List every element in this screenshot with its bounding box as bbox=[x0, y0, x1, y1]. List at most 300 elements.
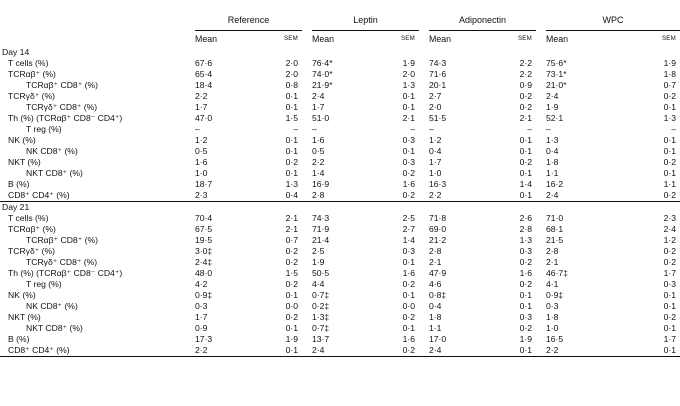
sem-cell: 0·2 bbox=[402, 312, 415, 322]
column-gap bbox=[419, 345, 429, 357]
mean-cell: 67·6 bbox=[195, 58, 213, 68]
column-gap bbox=[302, 190, 312, 202]
sem-cell: 1·3 bbox=[663, 113, 676, 123]
column-gap bbox=[302, 213, 312, 224]
mean-cell: 16·3 bbox=[429, 179, 447, 189]
column-gap bbox=[536, 91, 546, 102]
column-gap bbox=[302, 246, 312, 257]
column-gap bbox=[419, 146, 429, 157]
sem-cell: 0·1 bbox=[402, 290, 415, 300]
mean-cell: 1·3‡ bbox=[312, 312, 330, 322]
sem-cell: 2·2 bbox=[519, 58, 532, 68]
row-label: T cells (%) bbox=[8, 213, 49, 223]
sem-cell: 0·1 bbox=[257, 345, 302, 357]
mean-cell: 2·2 bbox=[546, 345, 608, 357]
sem-cell: 0·2 bbox=[519, 157, 532, 167]
mean-cell: 0·7‡ bbox=[312, 323, 330, 333]
column-gap bbox=[419, 113, 429, 124]
mean-cell: 2·4 bbox=[546, 91, 559, 101]
sem-cell: 0·9 bbox=[519, 80, 532, 90]
mean-cell: 19·5 bbox=[195, 235, 213, 245]
sem-cell: 0·1 bbox=[491, 345, 536, 357]
sem-cell: 0·3 bbox=[402, 135, 415, 145]
mean-cell: 1·4 bbox=[312, 168, 325, 178]
table-row bbox=[0, 179, 680, 190]
mean-cell: 2·7 bbox=[429, 91, 442, 101]
sem-cell: 1·3 bbox=[519, 235, 532, 245]
mean-cell: 1·7 bbox=[312, 102, 325, 112]
column-gap bbox=[536, 323, 546, 334]
sem-cell: 0·1 bbox=[608, 345, 680, 357]
mean-cell: 0·3 bbox=[195, 301, 208, 311]
sem-cell: – bbox=[671, 124, 676, 134]
row-label: TCRαβ⁺ CD8⁺ (%) bbox=[26, 80, 98, 90]
sem-cell: 1·4 bbox=[402, 235, 415, 245]
row-label: CD8⁺ CD4⁺ (%) bbox=[8, 190, 70, 200]
mean-cell: 0·8‡ bbox=[429, 290, 447, 300]
sem-cell: 1·1 bbox=[663, 179, 676, 189]
table-row bbox=[0, 102, 680, 113]
sem-cell: 0·1 bbox=[663, 301, 676, 311]
table-row bbox=[0, 113, 680, 124]
column-gap bbox=[536, 80, 546, 91]
column-gap bbox=[302, 113, 312, 124]
mean-header: Mean bbox=[195, 34, 218, 44]
table-row bbox=[0, 301, 680, 312]
row-label: TCRαβ⁺ (%) bbox=[8, 69, 56, 79]
sem-cell: 0·1 bbox=[519, 190, 532, 200]
sem-cell: 2·0 bbox=[285, 69, 298, 79]
column-gap bbox=[419, 224, 429, 235]
section-row bbox=[0, 47, 680, 58]
column-gap bbox=[419, 323, 429, 334]
mean-cell: 0·4 bbox=[429, 301, 442, 311]
sem-cell: 0·2 bbox=[519, 323, 532, 333]
mean-cell: 1·0 bbox=[546, 323, 559, 333]
sem-cell: 1·7 bbox=[663, 268, 676, 278]
column-gap bbox=[302, 301, 312, 312]
sem-cell: 0·1 bbox=[663, 146, 676, 156]
group-header-adiponectin: Adiponectin bbox=[429, 10, 536, 31]
mean-cell: 76·4* bbox=[312, 58, 333, 68]
sem-cell: 0·0 bbox=[285, 301, 298, 311]
row-label: TCRγδ⁺ (%) bbox=[8, 91, 56, 101]
row-label: NK CD8⁺ (%) bbox=[26, 301, 78, 311]
mean-cell: 16·9 bbox=[312, 179, 330, 189]
row-label: TCRγδ⁺ (%) bbox=[8, 246, 56, 256]
column-gap bbox=[419, 190, 429, 202]
mean-cell: 2·3 bbox=[195, 190, 208, 200]
mean-cell: – bbox=[195, 124, 200, 134]
sem-cell: 0·2 bbox=[402, 279, 415, 289]
table-row bbox=[0, 257, 680, 268]
column-gap bbox=[536, 301, 546, 312]
table-row bbox=[0, 168, 680, 179]
mean-cell: 2·1 bbox=[429, 257, 442, 267]
sem-cell: 2·0 bbox=[402, 69, 415, 79]
column-gap bbox=[302, 235, 312, 246]
sem-cell: – bbox=[293, 124, 298, 134]
row-label: NKT (%) bbox=[8, 312, 41, 322]
table-row bbox=[0, 312, 680, 323]
mean-cell: – bbox=[546, 124, 551, 134]
mean-cell: 68·1 bbox=[546, 224, 564, 234]
column-gap bbox=[302, 102, 312, 113]
sem-header: SEM bbox=[517, 35, 532, 42]
column-gap bbox=[536, 69, 546, 80]
sem-cell: 2·0 bbox=[285, 58, 298, 68]
mean-cell: 69·0 bbox=[429, 224, 447, 234]
column-gap bbox=[536, 257, 546, 268]
column-gap bbox=[536, 268, 546, 279]
sem-cell: 0·4 bbox=[285, 190, 298, 200]
column-gap bbox=[302, 80, 312, 91]
mean-cell: 1·7 bbox=[195, 102, 208, 112]
mean-cell: 4·6 bbox=[429, 279, 442, 289]
sem-cell: 0·2 bbox=[285, 246, 298, 256]
table-row bbox=[0, 58, 680, 69]
mean-cell: 20·1 bbox=[429, 80, 447, 90]
group-header-reference: Reference bbox=[195, 10, 302, 31]
sem-cell: 1·8 bbox=[663, 69, 676, 79]
sem-cell: 0·1 bbox=[402, 323, 415, 333]
row-label: NKT CD8⁺ (%) bbox=[26, 168, 83, 178]
sem-cell: 0·3 bbox=[519, 246, 532, 256]
sem-cell: 0·3 bbox=[402, 246, 415, 256]
mean-cell: 1·6 bbox=[312, 135, 325, 145]
column-gap bbox=[302, 279, 312, 290]
sem-cell: 1·5 bbox=[285, 113, 298, 123]
mean-cell: 1·1 bbox=[429, 323, 442, 333]
mean-cell: 2·8 bbox=[546, 246, 559, 256]
mean-cell: 1·2 bbox=[195, 135, 208, 145]
section-title: Day 14 bbox=[2, 47, 30, 57]
mean-cell: 51·5 bbox=[429, 113, 447, 123]
row-label: TCRαβ⁺ CD8⁺ (%) bbox=[26, 235, 98, 245]
sem-cell: 0·1 bbox=[519, 290, 532, 300]
column-gap bbox=[419, 80, 429, 91]
mean-cell: 51·0 bbox=[312, 113, 330, 123]
mean-cell: 2·2 bbox=[195, 345, 257, 357]
mean-cell: 52·1 bbox=[546, 113, 564, 123]
column-gap bbox=[536, 179, 546, 190]
sem-cell: 0·2 bbox=[519, 102, 532, 112]
column-gap bbox=[302, 124, 312, 135]
table-header bbox=[0, 4, 680, 47]
mean-cell: 0·5 bbox=[195, 146, 208, 156]
group-header-wpc: WPC bbox=[546, 10, 680, 31]
column-gap bbox=[419, 58, 429, 69]
mean-cell: 18·4 bbox=[195, 80, 213, 90]
mean-cell: 2·4 bbox=[312, 91, 325, 101]
mean-header: Mean bbox=[312, 34, 335, 44]
column-gap bbox=[302, 257, 312, 268]
sem-cell: 2·1 bbox=[285, 213, 298, 223]
column-gap bbox=[536, 146, 546, 157]
table-row bbox=[0, 135, 680, 146]
sem-cell: 0·1 bbox=[285, 146, 298, 156]
mean-cell: 2·1 bbox=[546, 257, 559, 267]
column-gap bbox=[419, 268, 429, 279]
data-table bbox=[0, 4, 680, 357]
table-row bbox=[0, 80, 680, 91]
mean-cell: 0·7‡ bbox=[312, 290, 330, 300]
column-gap bbox=[302, 179, 312, 190]
sem-cell: 0·2 bbox=[663, 157, 676, 167]
mean-cell: 71·6 bbox=[429, 69, 447, 79]
sem-cell: 0·2 bbox=[285, 279, 298, 289]
table-row bbox=[0, 190, 680, 202]
sem-cell: 0·1 bbox=[402, 91, 415, 101]
column-gap bbox=[536, 279, 546, 290]
sem-cell: 0·2 bbox=[663, 246, 676, 256]
column-gap bbox=[419, 246, 429, 257]
mean-cell: 0·3 bbox=[546, 301, 559, 311]
row-label: NK (%) bbox=[8, 135, 36, 145]
column-gap bbox=[302, 69, 312, 80]
sem-cell: 2·6 bbox=[519, 213, 532, 223]
mean-cell: 0·9‡ bbox=[546, 290, 564, 300]
column-gap bbox=[302, 58, 312, 69]
sem-cell: 0·2 bbox=[663, 91, 676, 101]
sem-cell: 0·2 bbox=[402, 168, 415, 178]
sem-cell: 2·1 bbox=[285, 224, 298, 234]
sem-header: SEM bbox=[661, 35, 676, 42]
sem-cell: 0·2 bbox=[285, 312, 298, 322]
sem-cell: 2·5 bbox=[402, 213, 415, 223]
mean-cell: 2·0 bbox=[429, 102, 442, 112]
mean-cell: 17·3 bbox=[195, 334, 213, 344]
section-title: Day 21 bbox=[0, 202, 680, 214]
sem-cell: 0·1 bbox=[663, 135, 676, 145]
column-gap bbox=[302, 146, 312, 157]
table-row bbox=[0, 157, 680, 168]
sem-cell: 2·2 bbox=[519, 69, 532, 79]
mean-cell: 0·2‡ bbox=[312, 301, 330, 311]
sem-cell: 2·1 bbox=[402, 113, 415, 123]
mean-cell: 1·0 bbox=[429, 168, 442, 178]
mean-cell: 0·9 bbox=[195, 323, 208, 333]
column-gap bbox=[302, 345, 312, 357]
table-row bbox=[0, 235, 680, 246]
column-gap bbox=[536, 157, 546, 168]
mean-cell: 71·8 bbox=[429, 213, 447, 223]
row-label: TCRγδ⁺ CD8⁺ (%) bbox=[26, 102, 98, 112]
row-label: TCRγδ⁺ CD8⁺ (%) bbox=[26, 257, 98, 267]
column-gap bbox=[536, 334, 546, 345]
column-gap bbox=[419, 124, 429, 135]
group-header-leptin: Leptin bbox=[312, 10, 419, 31]
mean-cell: 21·4 bbox=[312, 235, 330, 245]
column-gap bbox=[302, 334, 312, 345]
sem-cell: 1·6 bbox=[519, 268, 532, 278]
row-label: B (%) bbox=[8, 179, 30, 189]
subheader-row bbox=[0, 31, 680, 48]
sem-cell: 0·2 bbox=[519, 91, 532, 101]
mean-cell: 2·8 bbox=[429, 246, 442, 256]
column-gap bbox=[419, 290, 429, 301]
mean-cell: 47·0 bbox=[195, 113, 213, 123]
table-row bbox=[0, 268, 680, 279]
sem-cell: 0·1 bbox=[519, 168, 532, 178]
sem-cell: 0·2 bbox=[402, 190, 415, 200]
row-label: TCRαβ⁺ (%) bbox=[8, 224, 56, 234]
column-gap bbox=[302, 312, 312, 323]
sem-cell: 0·2 bbox=[285, 257, 298, 267]
mean-cell: 1·0 bbox=[195, 168, 208, 178]
column-gap bbox=[419, 279, 429, 290]
row-label: Th (%) (TCRαβ⁺ CD8⁻ CD4⁺) bbox=[8, 268, 123, 278]
mean-cell: 21·9* bbox=[312, 80, 333, 90]
mean-cell: 1·8 bbox=[546, 157, 559, 167]
column-gap bbox=[536, 312, 546, 323]
mean-cell: 2·2 bbox=[195, 91, 208, 101]
row-label: T reg (%) bbox=[26, 279, 62, 289]
mean-cell: 4·1 bbox=[546, 279, 559, 289]
table-row bbox=[0, 345, 680, 357]
mean-cell: 1·6 bbox=[195, 157, 208, 167]
column-gap bbox=[419, 157, 429, 168]
mean-cell: 74·3 bbox=[312, 213, 330, 223]
column-gap bbox=[302, 91, 312, 102]
row-label: Th (%) (TCRαβ⁺ CD8⁻ CD4⁺) bbox=[8, 113, 123, 123]
mean-cell: 17·0 bbox=[429, 334, 447, 344]
column-gap bbox=[302, 290, 312, 301]
sem-cell: 1·4 bbox=[519, 179, 532, 189]
mean-cell: 2·2 bbox=[429, 190, 442, 200]
table-row bbox=[0, 290, 680, 301]
mean-cell: 16·2 bbox=[546, 179, 564, 189]
column-gap bbox=[419, 179, 429, 190]
column-gap bbox=[536, 246, 546, 257]
sem-cell: 0·1 bbox=[663, 323, 676, 333]
sem-cell: 2·4 bbox=[663, 224, 676, 234]
mean-cell: 73·1* bbox=[546, 69, 567, 79]
sem-cell: 1·6 bbox=[402, 268, 415, 278]
table-row bbox=[0, 146, 680, 157]
mean-cell: 1·2 bbox=[429, 135, 442, 145]
column-gap bbox=[536, 190, 546, 202]
row-label: B (%) bbox=[8, 334, 30, 344]
mean-cell: 2·5 bbox=[312, 246, 325, 256]
column-gap bbox=[302, 135, 312, 146]
column-gap bbox=[419, 334, 429, 345]
sem-cell: 1·6 bbox=[402, 334, 415, 344]
sem-cell: 0·1 bbox=[285, 102, 298, 112]
sem-cell: 0·1 bbox=[285, 290, 298, 300]
column-gap bbox=[419, 213, 429, 224]
mean-cell: 18·7 bbox=[195, 179, 213, 189]
row-label: NK (%) bbox=[8, 290, 36, 300]
table-body bbox=[0, 47, 680, 357]
mean-cell: 47·9 bbox=[429, 268, 447, 278]
column-gap bbox=[302, 168, 312, 179]
sem-cell: 0·1 bbox=[285, 91, 298, 101]
sem-cell: 1·9 bbox=[402, 58, 415, 68]
mean-cell: 1·7 bbox=[429, 157, 442, 167]
mean-cell: 2·4‡ bbox=[195, 257, 213, 267]
sem-cell: 0·2 bbox=[519, 279, 532, 289]
column-gap bbox=[419, 235, 429, 246]
mean-cell: 2·4 bbox=[429, 345, 491, 357]
column-gap bbox=[536, 102, 546, 113]
sem-cell: 0·1 bbox=[402, 257, 415, 267]
mean-cell: 0·4 bbox=[546, 146, 559, 156]
column-gap bbox=[419, 102, 429, 113]
column-gap bbox=[536, 113, 546, 124]
mean-cell: 71·9 bbox=[312, 224, 330, 234]
column-gap bbox=[536, 235, 546, 246]
mean-cell: 48·0 bbox=[195, 268, 213, 278]
sem-cell: 0·1 bbox=[519, 301, 532, 311]
mean-cell: 1·7 bbox=[195, 312, 208, 322]
sem-cell: 2·8 bbox=[519, 224, 532, 234]
sem-cell: 0·7 bbox=[663, 80, 676, 90]
sem-header: SEM bbox=[400, 35, 415, 42]
sem-cell: 0·3 bbox=[519, 312, 532, 322]
mean-cell: 1·9 bbox=[546, 102, 559, 112]
table-row bbox=[0, 213, 680, 224]
sem-cell: 1·3 bbox=[285, 179, 298, 189]
row-label: T cells (%) bbox=[8, 58, 49, 68]
sem-cell: 0·2 bbox=[519, 257, 532, 267]
mean-header: Mean bbox=[429, 34, 452, 44]
group-header-row bbox=[0, 10, 680, 31]
row-label: NKT CD8⁺ (%) bbox=[26, 323, 83, 333]
column-gap bbox=[536, 124, 546, 135]
mean-cell: 2·8 bbox=[312, 190, 325, 200]
sem-cell: 0·1 bbox=[663, 290, 676, 300]
mean-cell: 50·5 bbox=[312, 268, 330, 278]
mean-cell: 74·3 bbox=[429, 58, 447, 68]
sem-cell: – bbox=[410, 124, 415, 134]
table-row bbox=[0, 279, 680, 290]
mean-cell: – bbox=[312, 124, 317, 134]
mean-cell: – bbox=[429, 124, 434, 134]
mean-cell: 4·4 bbox=[312, 279, 325, 289]
row-label: NKT (%) bbox=[8, 157, 41, 167]
table-row bbox=[0, 124, 680, 135]
column-gap bbox=[536, 345, 546, 357]
sem-cell: 1·3 bbox=[402, 80, 415, 90]
mean-cell: 2·2 bbox=[312, 157, 325, 167]
column-gap bbox=[536, 213, 546, 224]
column-gap bbox=[419, 312, 429, 323]
sem-cell: 0·1 bbox=[285, 323, 298, 333]
sem-cell: – bbox=[527, 124, 532, 134]
mean-cell: 16·5 bbox=[546, 334, 564, 344]
sem-cell: 0·0 bbox=[402, 301, 415, 311]
sem-cell: 0·2 bbox=[663, 312, 676, 322]
mean-cell: 1·8 bbox=[546, 312, 559, 322]
row-label: CD8⁺ CD4⁺ (%) bbox=[0, 345, 195, 357]
mean-cell: 71·0 bbox=[546, 213, 564, 223]
mean-cell: 21·0* bbox=[546, 80, 567, 90]
column-gap bbox=[419, 257, 429, 268]
sem-cell: 0·2 bbox=[285, 157, 298, 167]
mean-header: Mean bbox=[546, 34, 569, 44]
row-label: NK CD8⁺ (%) bbox=[26, 146, 78, 156]
sem-cell: 0·1 bbox=[519, 135, 532, 145]
sem-cell: 0·2 bbox=[663, 190, 676, 200]
mean-cell: 67·5 bbox=[195, 224, 213, 234]
mean-cell: 1·8 bbox=[429, 312, 442, 322]
mean-cell: 21·2 bbox=[429, 235, 447, 245]
sem-cell: 0·1 bbox=[402, 102, 415, 112]
sem-cell: 0·7 bbox=[285, 235, 298, 245]
column-gap bbox=[536, 58, 546, 69]
sem-cell: 1·2 bbox=[663, 235, 676, 245]
